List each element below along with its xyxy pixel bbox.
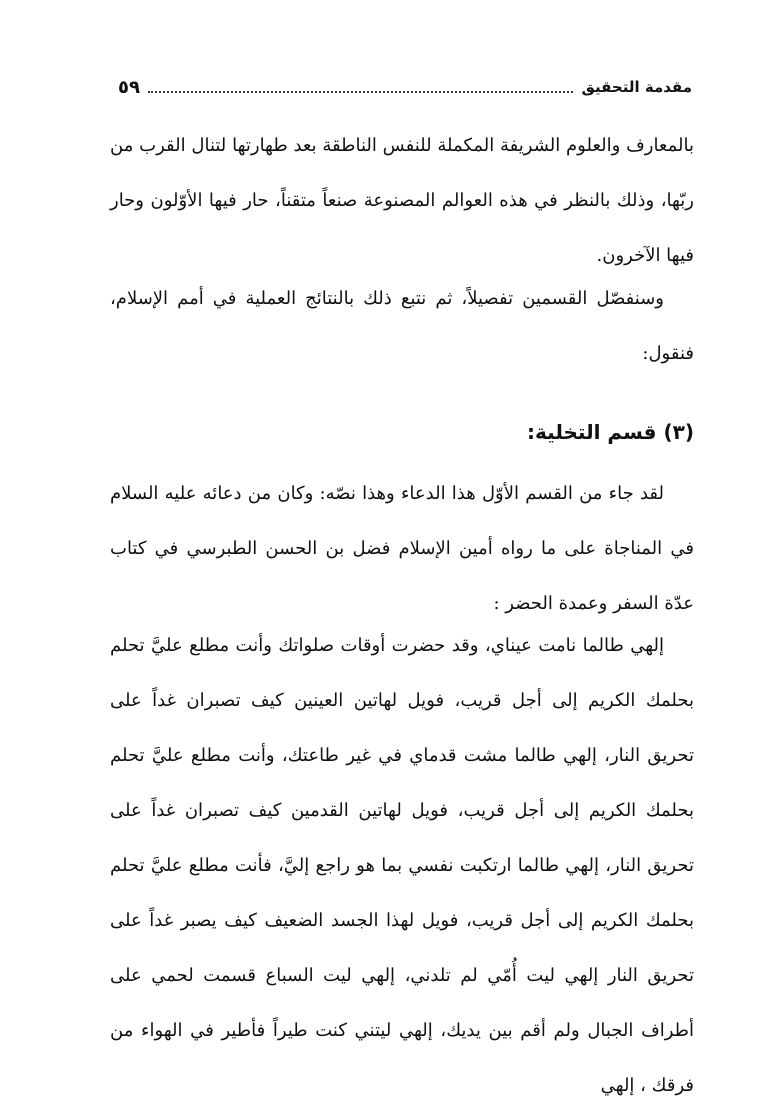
- paragraph-1: بالمعارف والعلوم الشريفة المكملة للنفس الناطقة بعد طهارتها لتنال القرب من ربّها، وذلك بالنظر في هذه العوالم المصنوعة صنعاً متقناً، حار فيها الأوّلون وحار فيها الآخرون.: [110, 135, 694, 266]
- header-leader-dots: [148, 91, 574, 93]
- page-number: ٥٩: [118, 76, 140, 98]
- header-title: مقدمة التحقيق: [581, 78, 692, 96]
- paragraph-2: وسنفصّل القسمين تفصيلاً، ثم نتبع ذلك بالنتائج العملية في أمم الإسلام، فنقول:: [110, 288, 694, 364]
- paragraph-4: إلهي طالما نامت عيناي، وقد حضرت أوقات صلواتك وأنت مطلع عليَّ تحلم بحلمك الكريم إلى أجل قريب، فويل لهاتين العينين كيف تصبران غداً على تحريق النار، إلهي طالما مشت قدماي في غير طاعتك، وأنت مطلع عليَّ تحلم بحلمك الكريم إلى أجل قريب، فويل لهاتين القدمين كيف تصبران غداً على تحريق النار، إلهي طالما ارتكبت نفسي بما هو راجع إليَّ، فأنت مطلع عليَّ تحلم بحلمك الكريم إلى أجل قريب، فويل لهذا الجسد الضعيف كيف يصبر غداً على تحريق النار إلهي ليت أُمّي لم تلدني، إلهي ليت السباع قسمت لحمي على أطراف الجبال ولم أقم بين يديك، إلهي ليتني كنت طيراً فأطير في الهواء من فرقك ، إلهي: [110, 635, 694, 1096]
- paragraph-3: لقد جاء من القسم الأوّل هذا الدعاء وهذا نصّه: وكان من دعائه عليه السلام في المناجاة على ما رواه أمين الإسلام فضل بن الحسن الطبرسي في كتاب عدّة السفر وعمدة الحضر :: [110, 483, 694, 614]
- section-heading: (٣) قسم التخلية:: [527, 420, 694, 444]
- running-header: [118, 72, 692, 102]
